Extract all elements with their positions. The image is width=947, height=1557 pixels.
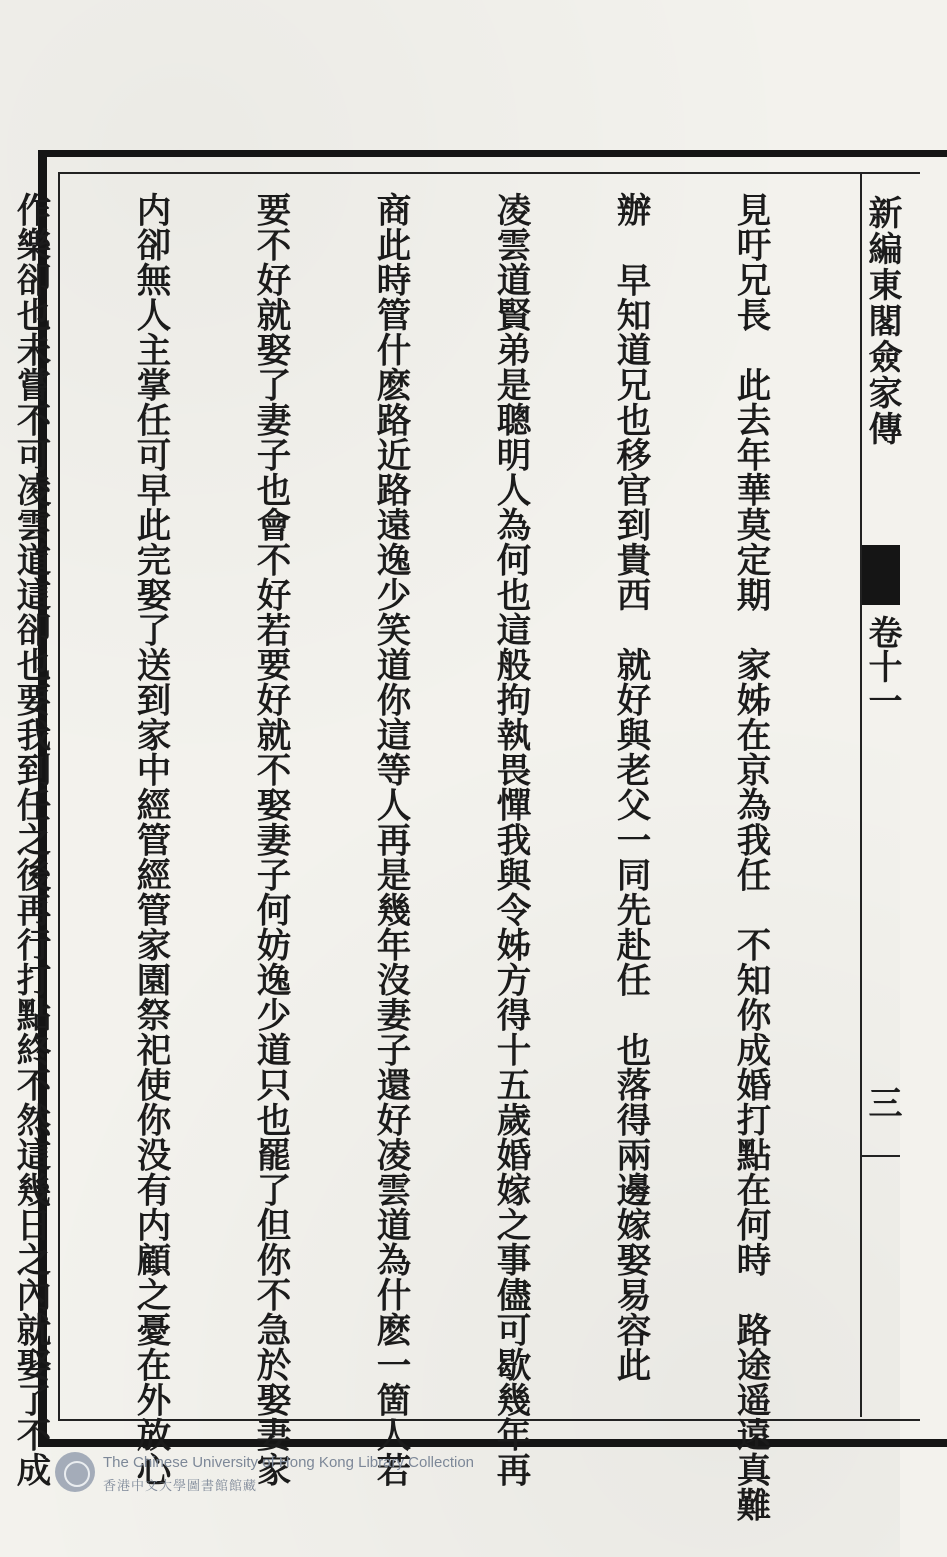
text-column: 要不好就娶了妻子也會不好若要好就不娶妻子何妨逸少道只也罷了但你不急於娶妻家 (250, 192, 290, 1487)
banxin-divider (862, 1155, 900, 1157)
library-watermark (55, 1452, 555, 1496)
banxin-title: 新編東閣僉家傳 (862, 195, 902, 447)
text-column: 凌雲道賢弟是聰明人為何也這般拘執畏憚我與令姊方得十五歲婚嫁之事儘可歇幾年再 (490, 192, 530, 1487)
text-column: 見吁兄長 此去年華莫定期 家姊在京為我任 不知你成婚打點在何時 路途遥遠真難 (730, 192, 770, 1522)
banxin-page-number: 三 (862, 1085, 902, 1119)
fish-tail-mark (862, 545, 900, 605)
cuhk-logo-icon (55, 1452, 95, 1492)
text-column: 辦 早知道兄也移官到貴西 就好與老父一同先赴任 也落得兩邊嫁娶易容此 (610, 192, 650, 1382)
text-column: 作樂卻也未嘗不可凌雲道這卻也要我到任之後再行打點終不然這幾日之內就娶了不成 (10, 192, 50, 1487)
banxin-volume: 卷十一 (862, 615, 902, 717)
watermark-chinese: 香港中文大學圖書館館藏 (103, 1479, 258, 1494)
text-column: 内卻無人主掌任可早此完娶了送到家中經管經管家園祭祀使你没有内顧之憂在外放心 (130, 192, 170, 1487)
text-column: 商此時管什麽路近路遠逸少笑道你這等人再是幾年沒妻子還好凌雲道為什麽一箇人若 (370, 192, 410, 1487)
watermark-english: The Chinese University of Hong Kong Library Collection (103, 1454, 475, 1471)
